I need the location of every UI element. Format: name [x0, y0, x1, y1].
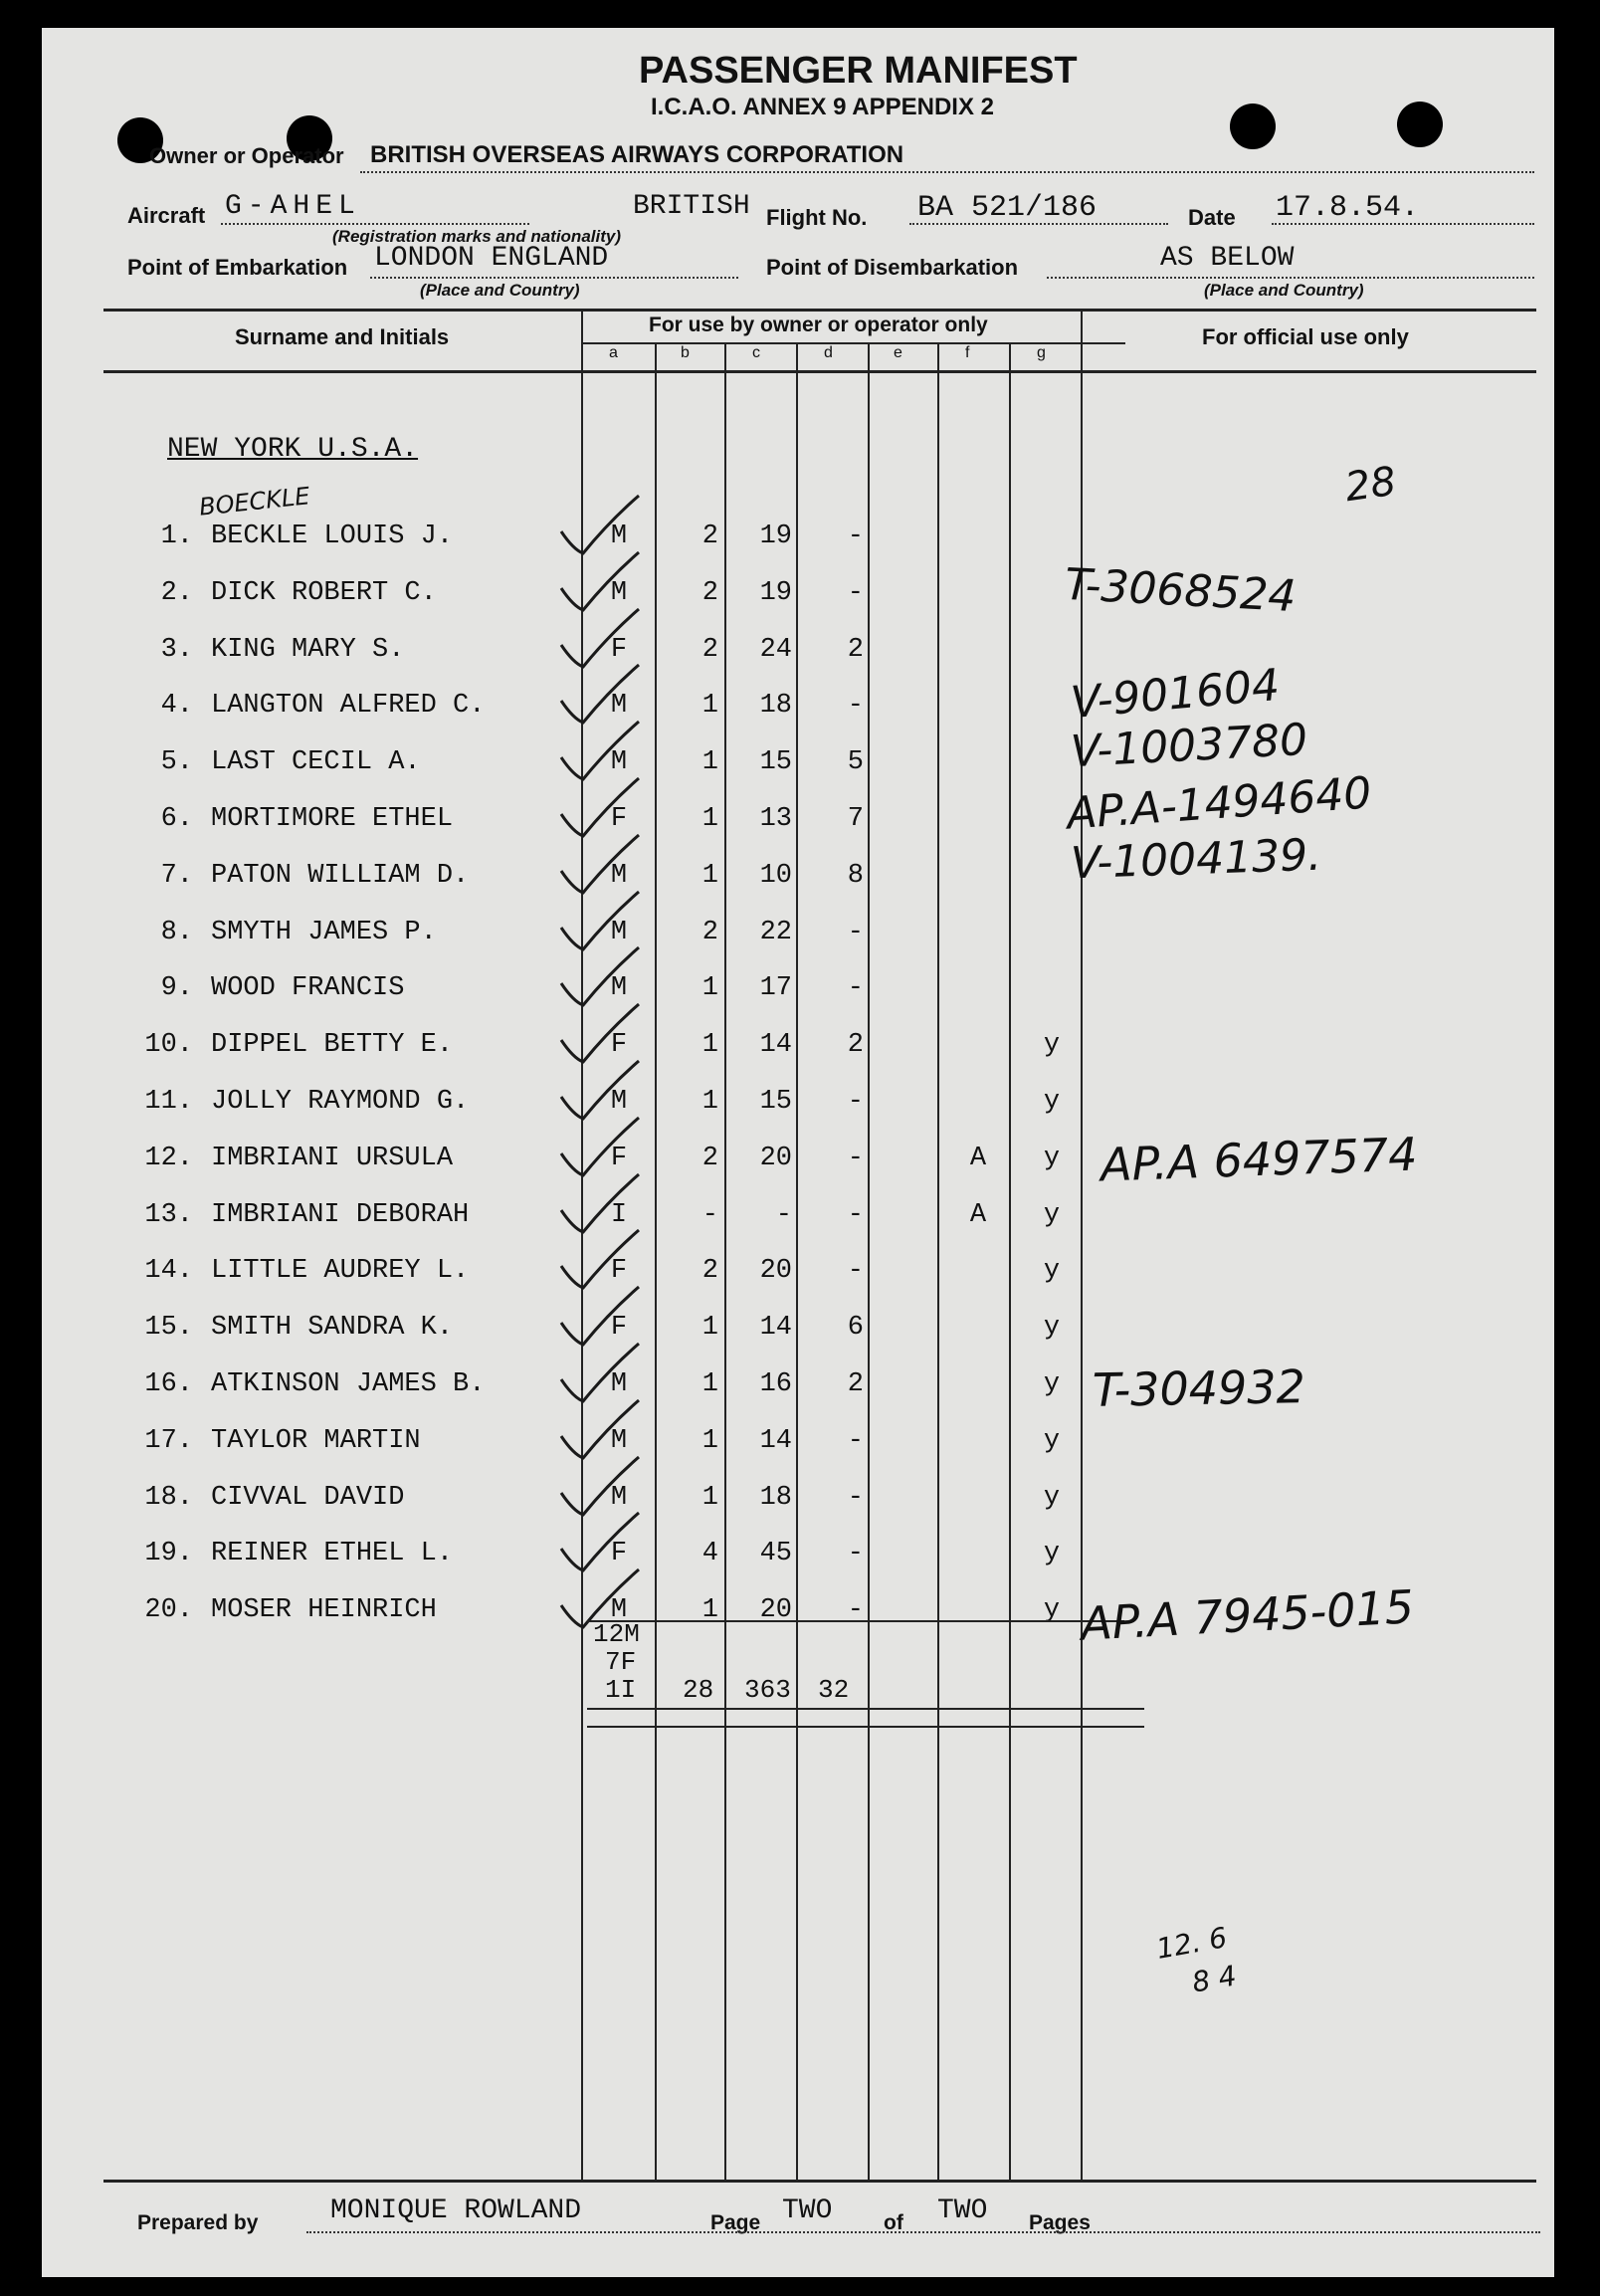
date-value: 17.8.54.	[1276, 191, 1420, 225]
table-top-rule	[103, 309, 1536, 312]
date-label: Date	[1188, 205, 1236, 230]
cell-a: M	[610, 691, 628, 722]
cell-c: 22	[759, 917, 792, 947]
cell-d: 8	[847, 860, 864, 891]
flight-no-value: BA 521/186	[917, 191, 1098, 225]
cell-a: M	[610, 522, 628, 551]
cell-b: -	[701, 1199, 718, 1230]
official-note: AP.A-1494640	[1065, 767, 1373, 840]
manifest-sheet	[42, 28, 1554, 2277]
cell-d: -	[847, 1595, 864, 1626]
cell-name: TAYLOR MARTIN	[211, 1425, 421, 1456]
cell-c: 14	[759, 1313, 792, 1344]
cell-b: 1	[701, 1369, 718, 1399]
cell-a: F	[610, 804, 628, 834]
aircraft-registration: G-AHEL	[225, 191, 361, 222]
cell-g: y	[1043, 1256, 1061, 1287]
cell-g: y	[1043, 1199, 1061, 1230]
registration-caption: (Registration marks and nationality)	[332, 227, 621, 246]
cell-c: 16	[759, 1369, 792, 1399]
cell-d: 6	[847, 1313, 864, 1344]
cell-d: -	[847, 1087, 864, 1117]
cell-no: 3.	[160, 634, 193, 665]
table-header-rule	[103, 370, 1536, 373]
pages-label: Pages	[1029, 2211, 1091, 2234]
cell-g: y	[1043, 1482, 1061, 1513]
cell-no: 18.	[144, 1482, 193, 1513]
cell-name: ATKINSON JAMES B.	[211, 1369, 486, 1399]
cell-b: 1	[701, 1425, 718, 1456]
cell-c: 14	[759, 1030, 792, 1061]
cell-name: SMYTH JAMES P.	[211, 917, 437, 947]
cell-b: 1	[701, 1030, 718, 1061]
cell-b: 2	[701, 1256, 718, 1287]
dotted-line	[1047, 277, 1534, 279]
sub-column-header: d	[824, 344, 833, 361]
official-use-header: For official use only	[1202, 324, 1409, 349]
cell-d: 7	[847, 804, 864, 834]
cell-c: 10	[759, 860, 792, 891]
prepared-by-label: Prepared by	[137, 2211, 259, 2234]
cell-a: M	[610, 1369, 628, 1399]
totals-female: 7F	[605, 1647, 637, 1677]
cell-c: 19	[759, 522, 792, 551]
cell-c: 18	[759, 691, 792, 722]
cell-a: M	[610, 1087, 628, 1117]
table-row	[42, 1595, 1136, 1635]
aircraft-label: Aircraft	[127, 203, 206, 228]
cell-b: 2	[701, 917, 718, 947]
cell-g: y	[1043, 1595, 1061, 1626]
cell-name: LITTLE AUDREY L.	[211, 1256, 470, 1287]
cell-d: -	[847, 973, 864, 1004]
cell-name: MOSER HEINRICH	[211, 1595, 437, 1626]
page-count-note: 28	[1342, 458, 1399, 512]
totals-double-rule	[587, 1708, 1144, 1710]
cell-a: M	[610, 1482, 628, 1513]
place-caption-right: (Place and Country)	[1204, 281, 1364, 300]
cell-d: -	[847, 1425, 864, 1456]
form-title: PASSENGER MANIFEST	[639, 50, 1078, 92]
cell-d: 5	[847, 747, 864, 778]
cell-d: -	[847, 1482, 864, 1513]
cell-a: F	[610, 634, 628, 665]
dotted-line	[909, 223, 1168, 225]
cell-b: 1	[701, 691, 718, 722]
cell-d: -	[847, 1199, 864, 1230]
cell-name: MORTIMORE ETHEL	[211, 804, 454, 834]
cell-no: 2.	[160, 577, 193, 608]
cell-b: 1	[701, 1313, 718, 1344]
embarkation-value: LONDON ENGLAND	[374, 243, 609, 274]
cell-a: M	[610, 577, 628, 608]
cell-d: -	[847, 691, 864, 722]
totals-double-rule	[587, 1726, 1144, 1728]
cell-g: y	[1043, 1313, 1061, 1344]
cell-g: y	[1043, 1425, 1061, 1456]
cell-no: 10.	[144, 1030, 193, 1061]
cell-d: -	[847, 1256, 864, 1287]
sub-column-header: a	[609, 344, 618, 361]
totals-male: 12M	[593, 1619, 640, 1649]
cell-c: 17	[759, 973, 792, 1004]
cell-b: 2	[701, 1143, 718, 1173]
cell-f: A	[969, 1143, 987, 1173]
cell-a: M	[610, 1595, 628, 1626]
embarkation-label: Point of Embarkation	[127, 255, 348, 280]
owner-value: BRITISH OVERSEAS AIRWAYS CORPORATION	[370, 141, 904, 168]
name-correction: BOECKLE	[197, 482, 311, 522]
cell-d: -	[847, 917, 864, 947]
official-note: T-3068524	[1063, 558, 1298, 623]
cell-name: WOOD FRANCIS	[211, 973, 405, 1004]
cell-g: y	[1043, 1030, 1061, 1061]
cell-f: A	[969, 1199, 987, 1230]
totals-rule	[587, 1620, 1124, 1622]
cell-c: 13	[759, 804, 792, 834]
cell-name: DICK ROBERT C.	[211, 577, 437, 608]
cell-no: 16.	[144, 1369, 193, 1399]
cell-no: 19.	[144, 1539, 193, 1569]
cell-c: 20	[759, 1143, 792, 1173]
cell-g: y	[1043, 1369, 1061, 1399]
total-pages-value: TWO	[937, 2195, 988, 2226]
cell-d: -	[847, 577, 864, 608]
cell-d: 2	[847, 1030, 864, 1061]
cell-name: SMITH SANDRA K.	[211, 1313, 454, 1344]
totals-infant: 1I	[605, 1675, 637, 1705]
destination-heading: NEW YORK U.S.A.	[167, 434, 419, 465]
cell-a: F	[610, 1313, 628, 1344]
cell-name: BECKLE LOUIS J.	[211, 522, 454, 551]
cell-b: 2	[701, 577, 718, 608]
cell-name: IMBRIANI DEBORAH	[211, 1199, 470, 1230]
surname-column-header: Surname and Initials	[235, 324, 450, 349]
official-note: AP.A 6497574	[1100, 1127, 1419, 1192]
place-caption-left: (Place and Country)	[420, 281, 580, 300]
page-label: Page	[710, 2211, 761, 2234]
sub-column-header: f	[965, 344, 970, 361]
cell-d: 2	[847, 634, 864, 665]
cell-b: 2	[701, 522, 718, 551]
form-subtitle: I.C.A.O. ANNEX 9 APPENDIX 2	[651, 94, 994, 120]
dotted-line	[1272, 223, 1534, 225]
cell-g: y	[1043, 1087, 1061, 1117]
cell-name: CIVVAL DAVID	[211, 1482, 405, 1513]
cell-a: F	[610, 1539, 628, 1569]
page-value: TWO	[782, 2195, 833, 2226]
cell-name: KING MARY S.	[211, 634, 405, 665]
sub-column-header: e	[894, 344, 902, 361]
cell-a: M	[610, 1425, 628, 1456]
flight-no-label: Flight No.	[766, 205, 868, 230]
cell-name: IMBRIANI URSULA	[211, 1143, 454, 1173]
sub-column-header: c	[752, 344, 760, 361]
cell-b: 1	[701, 1595, 718, 1626]
cell-no: 5.	[160, 747, 193, 778]
cell-c: 18	[759, 1482, 792, 1513]
totals-col-b: 28	[683, 1675, 714, 1705]
cell-no: 7.	[160, 860, 193, 891]
cell-no: 14.	[144, 1256, 193, 1287]
punch-hole	[1397, 102, 1443, 147]
cell-b: 2	[701, 634, 718, 665]
cell-no: 11.	[144, 1087, 193, 1117]
cell-c: -	[775, 1199, 792, 1230]
cell-b: 4	[701, 1539, 718, 1569]
cell-a: I	[610, 1199, 628, 1230]
cell-c: 20	[759, 1256, 792, 1287]
cell-c: 24	[759, 634, 792, 665]
table-bottom-rule	[103, 2180, 1536, 2183]
cell-no: 13.	[144, 1199, 193, 1230]
cell-c: 14	[759, 1425, 792, 1456]
cell-no: 12.	[144, 1143, 193, 1173]
cell-g: y	[1043, 1143, 1061, 1173]
official-note: V-1004139.	[1070, 829, 1322, 890]
owner-use-header: For use by owner or operator only	[649, 313, 988, 336]
cell-no: 17.	[144, 1425, 193, 1456]
cell-d: -	[847, 522, 864, 551]
cell-c: 20	[759, 1595, 792, 1626]
cell-b: 1	[701, 973, 718, 1004]
cell-b: 1	[701, 860, 718, 891]
cell-a: M	[610, 747, 628, 778]
cell-a: F	[610, 1256, 628, 1287]
cell-c: 19	[759, 577, 792, 608]
of-label: of	[884, 2211, 903, 2234]
owner-dotted-line	[360, 171, 1534, 173]
cell-no: 15.	[144, 1313, 193, 1344]
cell-a: F	[610, 1030, 628, 1061]
cell-no: 4.	[160, 691, 193, 722]
prepared-by-value: MONIQUE ROWLAND	[330, 2195, 582, 2226]
cell-b: 1	[701, 747, 718, 778]
cell-c: 15	[759, 1087, 792, 1117]
cell-no: 9.	[160, 973, 193, 1004]
official-note: AP.A 7945-015	[1079, 1579, 1416, 1651]
cell-no: 8.	[160, 917, 193, 947]
cell-g: y	[1043, 1539, 1061, 1569]
tally-note: 12. 6	[1153, 1921, 1230, 1966]
cell-a: M	[610, 973, 628, 1004]
sub-column-header: g	[1037, 344, 1046, 361]
totals-col-c: 363	[744, 1675, 791, 1705]
dotted-line	[370, 277, 738, 279]
dotted-line	[221, 223, 529, 225]
footer-dotted-line	[306, 2231, 1540, 2233]
cell-d: -	[847, 1539, 864, 1569]
totals-col-d: 32	[818, 1675, 850, 1705]
cell-b: 1	[701, 804, 718, 834]
owner-label: Owner or Operator	[149, 143, 344, 168]
cell-name: DIPPEL BETTY E.	[211, 1030, 454, 1061]
cell-name: LAST CECIL A.	[211, 747, 421, 778]
cell-name: PATON WILLIAM D.	[211, 860, 470, 891]
cell-no: 20.	[144, 1595, 193, 1626]
official-note: T-304932	[1092, 1359, 1306, 1417]
cell-b: 1	[701, 1482, 718, 1513]
cell-no: 6.	[160, 804, 193, 834]
cell-name: LANGTON ALFRED C.	[211, 691, 486, 722]
official-note: V-901604	[1069, 659, 1282, 730]
cell-name: JOLLY RAYMOND G.	[211, 1087, 470, 1117]
cell-a: M	[610, 917, 628, 947]
tally-note: 8 4	[1189, 1959, 1240, 1999]
cell-a: F	[610, 1143, 628, 1173]
cell-d: 2	[847, 1369, 864, 1399]
cell-name: REINER ETHEL L.	[211, 1539, 454, 1569]
cell-c: 15	[759, 747, 792, 778]
sub-column-header: b	[681, 344, 690, 361]
aircraft-nationality: BRITISH	[633, 191, 750, 222]
cell-c: 45	[759, 1539, 792, 1569]
disembarkation-label: Point of Disembarkation	[766, 255, 1019, 280]
cell-b: 1	[701, 1087, 718, 1117]
cell-no: 1.	[160, 522, 193, 551]
disembarkation-value: AS BELOW	[1160, 243, 1295, 274]
cell-d: -	[847, 1143, 864, 1173]
official-note: V-1003780	[1069, 714, 1309, 778]
cell-a: M	[610, 860, 628, 891]
punch-hole	[1230, 104, 1276, 149]
